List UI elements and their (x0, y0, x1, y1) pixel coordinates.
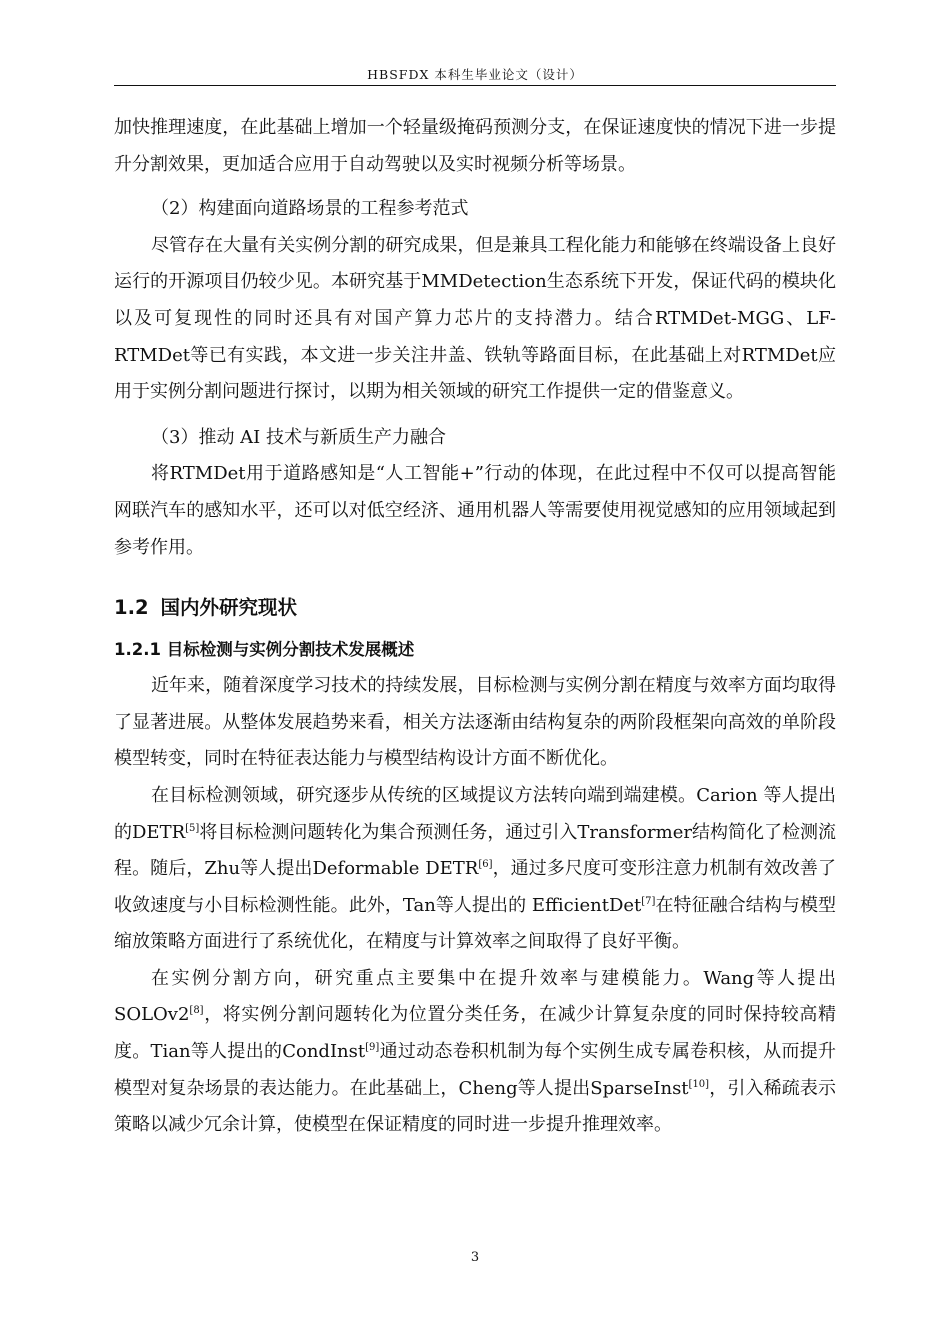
page-number: 3 (470, 1250, 480, 1265)
section-heading (114, 590, 836, 626)
text-run: ，引入稀疏表示策略以减少冗余计算，使模型在保证精度的同时进一步提升推理效率。 (114, 1077, 836, 1136)
section-number: 1.2 (114, 596, 149, 620)
text-run: 将目标检测问题转化为集合预测任务，通过引入Transformer结构简化了检测流程。随后，Zhu等人提出Deformable DETR (114, 821, 836, 880)
citation-ref: [10] (688, 1078, 710, 1090)
item-3-title: （3）推动 AI 技术与新质生产力融合 (151, 426, 447, 448)
text-run: ，通过多尺度可变形注意力机制有效改善了收敛速度与小目标检测性能。此外，Tan等人提出的 EfficientDet (114, 858, 836, 916)
paragraph-detection (114, 778, 836, 961)
body-content (114, 110, 836, 1144)
section-title: 国内外研究现状 (160, 596, 298, 620)
text-run: 在实例分割方向，研究重点主要集中在提升效率与建模能力。Wang等人提出SOLOv2 (114, 967, 836, 1026)
citation-ref: [9] (365, 1042, 380, 1054)
text-run: 在目标检测领域，研究逐步从传统的区域提议方法转向端到端建模。Carion 等人提出的DETR (114, 784, 836, 843)
item-2-title: （2）构建面向道路场景的工程参考范式 (151, 198, 469, 220)
item-3-body: 将RTMDet用于道路感知是“人工智能+”行动的体现，在此过程中不仅可以提高智能网联汽车的感知水平，还可以对低空经济、通用机器人等需要使用视觉感知的应用领域起到参考作用。 (114, 463, 836, 558)
citation-ref: [8] (189, 1005, 204, 1017)
running-header: HBSFDX 本科生毕业论文（设计） (367, 67, 583, 82)
text-run: ，将实例分割问题转化为位置分类任务，在减少计算复杂度的同时保持较高精度。Tian等人提出的CondInst (114, 1004, 836, 1063)
citation-ref: [5] (185, 822, 200, 834)
text-run: 在特征融合结构与模型缩放策略方面进行了系统优化，在精度与计算效率之间取得了良好平衡。 (114, 894, 836, 953)
continuation-paragraph: 加快推理速度，在此基础上增加一个轻量级掩码预测分支，在保证速度快的情况下进一步提升分割效果，更加适合应用于自动驾驶以及实时视频分析等场景。 (114, 117, 836, 175)
item-2-body: 尽管存在大量有关实例分割的研究成果，但是兼具工程化能力和能够在终端设备上良好运行的开源项目仍较少见。本研究基于MMDetection生态系统下开发，保证代码的模块化以及可复现性的同时还具有对国产算力芯片的支持潜力。结合RTMDet-MGG、LF-RTMDet等已有实践，本文进一步关注井盖、铁轨等路面目标，在此基础上对RTMDet应用于实例分割问题进行探讨，以期为相关领域的研究工作提供一定的借鉴意义。 (114, 234, 836, 403)
subsection-heading: 1.2.1 目标检测与实例分割技术发展概述 (114, 640, 415, 660)
text-run: 通过动态卷积机制为每个实例生成专属卷积核，从而提升模型对复杂场景的表达能力。在此基础上，Cheng等人提出SparseInst (114, 1041, 836, 1099)
citation-ref: [6] (478, 859, 493, 871)
citation-ref: [7] (641, 895, 656, 907)
paragraph-segmentation (114, 961, 836, 1144)
header-rule (114, 85, 836, 86)
paragraph-overview: 近年来，随着深度学习技术的持续发展，目标检测与实例分割在精度与效率方面均取得了显著进展。从整体发展趋势来看，相关方法逐渐由结构复杂的两阶段框架向高效的单阶段模型转变，同时在特征表达能力与模型结构设计方面不断优化。 (114, 675, 836, 770)
